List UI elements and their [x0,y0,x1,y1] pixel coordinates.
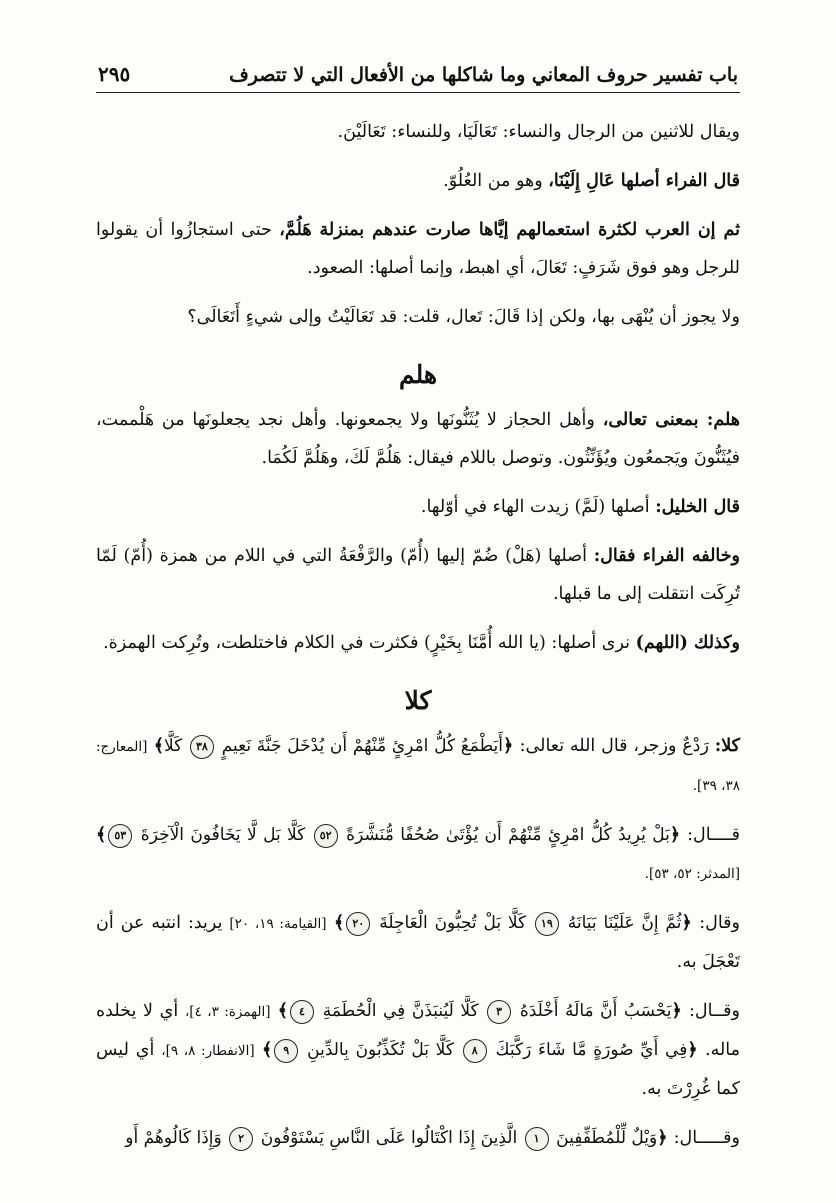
quran-verse: كَلَّا بَلْ تُحِبُّونَ الْعَاجِلَةَ [379,913,533,933]
quran-verse: وَإِذَا كَالُوهُمْ أَو [125,1128,228,1148]
paragraph-kalla-3 [96,904,740,981]
quran-verse: فِي أَيِّ صُورَةٍ مَّا شَاءَ رَكَّبَكَ [495,1040,688,1060]
quran-verse: كَلَّا بَلْ تُكَذِّبُونَ بِالدِّينِ [307,1040,461,1060]
paragraph-text: وقال: [699,913,740,933]
quran-bracket-open: ﴿ [671,1001,689,1021]
paragraph-text: يريد: انتبه عن أن تَعْجَلَ به. [96,913,740,972]
paragraph-kalla-1 [96,727,740,805]
quran-verse: كَلَّا بَل لَّا يَخَافُونَ الْآخِرَةَ [140,825,312,845]
paragraph-text: قــــال: [687,825,740,845]
bold-lead: كلا: [714,736,740,756]
ayah-number-marker: ٥٣ [108,824,132,848]
ayah-number-marker: ٢٠ [346,912,370,936]
verse-reference: [المدثر: ٥٢، ٥٣]. [644,866,740,882]
bold-lead: قال الفراء أصلها عَالِ إِلَيْنَا، [548,171,740,191]
quran-bracket-open: ﴿ [687,1040,705,1060]
quran-bracket-close: ﴾ [326,913,345,933]
paragraph-text: حتى استجازُوا أن يقولوا للرجل وهو فوق شَرَفٍ: تَعَالَ، أي اهبط، وإنما أصلها: الصعود. [96,220,740,278]
quran-bracket-open: ﴿ [669,825,688,845]
quran-verse: ثُمَّ إِنَّ عَلَيْنَا بَيَانَهُ [567,913,682,933]
bold-lead: وكذلك (اللهم) [635,633,740,653]
quran-verse: بَلْ يُرِيدُ كُلُّ امْرِئٍ مِّنْهُمْ أَن يُؤْتَىٰ صُحُفًا مُّنَشَّرَةً [346,825,670,845]
paragraph-halum-meaning [96,401,740,477]
paragraph-khalil [96,488,740,526]
quran-bracket-close: ﴾ [270,1001,289,1021]
paragraph-text: وهو من العُلُوّ. [443,171,549,191]
paragraph-farra-dissent [96,537,740,613]
paragraph-text: نرى أصلها: (يا الله أُمَّنَا بِخَيْرٍ) فكثرت في الكلام فاختلطت، وتُرِكت الهمزة. [103,633,636,653]
paragraph-text: وقــال: [688,1001,740,1021]
verse-reference: [الهمزة: ٣، ٤]، [184,1004,271,1020]
ayah-number-marker: ٣ [487,1000,511,1024]
paragraph-text: وقـــــال: [673,1128,740,1148]
verse-reference: [الانفطار: ٨، ٩]، [161,1043,255,1059]
bold-lead: ثم إن العرب لكثرة استعمالهم إيَّاها صارت عندهم بمنزلة هَلُمَّ، [279,220,740,240]
bold-lead: هلم: بمعنى تعالى، [602,410,741,430]
quran-verse: كَلَّا لَيُنبَذَنَّ فِي الْحُطَمَةِ [322,1001,486,1021]
paragraph-text: أصلها (هَلْ) ضُمّ إليها (أُمّ) والرَّفْعَةُ التي في اللام من همزة (أُمّ) لَمّا تُرِكَت انتقلت إلى ما قبلها. [96,546,740,604]
quran-verse: كَلَّا [163,736,188,756]
paragraph-text: أي لا يخلده ماله. [96,1001,740,1060]
paragraph-text: أي ليس كما غُرِرْتَ به. [96,1040,740,1099]
ayah-number-marker: ٣٨ [190,735,214,759]
section-heading-halum: هلم [398,360,438,389]
quran-bracket-open: ﴿ [503,736,520,756]
quran-bracket-open: ﴿ [657,1128,674,1148]
running-header [96,62,740,93]
quran-bracket-close: ﴾ [254,1040,273,1060]
paragraph-text: أصلها (لَمَّ) زيدت الهاء في أوّلها. [420,497,656,517]
paragraph-kalla-2 [96,816,740,893]
ayah-number-marker: ١ [525,1127,549,1151]
paragraph-farra-origin [96,162,740,200]
bold-lead: وخالفه الفراء فقال: [593,546,740,566]
quran-bracket-close: ﴾ [96,825,107,845]
quran-bracket-open: ﴿ [681,913,700,933]
paragraph-kalla-5 [96,1119,740,1157]
chapter-title: باب تفسير حروف المعاني وما شاكلها من الأفعال التي لا تتصرف [229,64,738,86]
quran-verse: وَيْلٌ لِّلْمُطَفِّفِينَ [556,1128,658,1148]
verse-reference: [القيامة: ١٩، ٢٠] [229,916,327,932]
paragraph-dual-forms: ويقال للاثنين من الرجال والنساء: تَعَالَيَا، وللنساء: تَعَالَيْنَ. [337,122,740,142]
paragraph-prohibition: ولا يجوز أن يُنْهَى بها، ولكن إذا قَالَ: تَعال، قلت: قد تَعَالَيْتُ وإلى شيءٍ أَتَعَالَى؟ [187,307,740,327]
paragraph-text: وأهل الحجاز لا يُثَنُّونَها ولا يجمعونها. وأهل نجد يجعلونَها من هَلْممت، فيُثَنُّونَ ويَجمعُون ويُؤَنِّثُون. وتوصل باللام فيقال: هَلُمَّ لَكَ، وهَلُمَّ لَكُمَا. [96,410,740,468]
ayah-number-marker: ١٩ [535,912,559,936]
bold-lead: قال الخليل: [655,497,740,517]
quran-verse: الَّذِينَ إِذَا اكْتَالُوا عَلَى النَّاسِ يَسْتَوْفُونَ [260,1128,523,1148]
ayah-number-marker: ٤ [290,1000,314,1024]
ayah-number-marker: ٩ [274,1039,298,1063]
quran-verse: أَيَطْمَعُ كُلُّ امْرِئٍ مِّنْهُمْ أَن يُدْخَلَ جَنَّةَ نَعِيمٍ [221,736,503,756]
ayah-number-marker: ٥٢ [314,824,338,848]
paragraph-text: رَدْعٌ وزجر، قال الله تعالى: [519,736,715,756]
paragraph-arab-usage [96,211,740,287]
quran-bracket-close: ﴾ [147,736,164,756]
page-number: ٢٩٥ [98,62,131,86]
paragraph-kalla-4 [96,992,740,1108]
ayah-number-marker: ٢ [229,1127,253,1151]
ayah-number-marker: ٨ [463,1039,487,1063]
verse-reference: [المعارج: ٣٨، ٣٩]. [96,739,740,794]
quran-verse: يَحْسَبُ أَنَّ مَالَهُ أَخْلَدَهُ [519,1001,672,1021]
section-heading-kalla: كلا [404,686,432,715]
paragraph-allahumma [96,624,740,662]
